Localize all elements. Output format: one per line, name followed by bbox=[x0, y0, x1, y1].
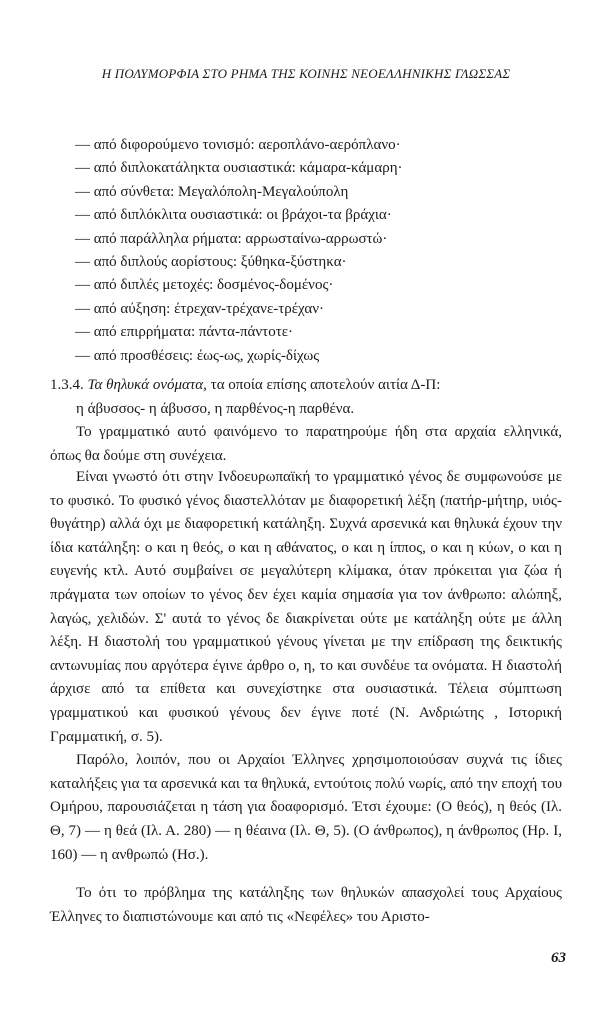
paragraph: Είναι γνωστό ότι στην Ινδοευρωπαϊκή το γραμματικό γένος δε συμφωνούσε με το φυσικό. Το φυσικό γένος διαστελλόταν με διαφορετική λέξη (πατήρ-μήτηρ, υιός-θυγάτηρ) αλλά όχι με διαφορετική κατάληξη. Συχνά αρσενικά και θηλυκά έχουν την ίδια κατάληξη: ο και η θεός, ο και η αθάνατος, ο και η ίππος, ο και η κύων, ο και η ευγενής κτλ. Αυτό συμβαίνει σε μεγαλύτερη κλίμακα, όταν πρόκειται για ζώα ή πράγματα των οποίων το γένος δεν έχει καμία σημασία για τον άνθρωπο: αλώπηξ, λαγώς, χελιδών. Σ' αυτά το γένος δε διακρίνεται ούτε με κατάληξη ούτε με άλλη λέξη. Η διαστολή του γραμματικού γένους γίνεται με την επίδραση της δεικτικής αντωνυμίας που αργότερα έγινε άρθρο ο, η, το και συνδέυε τα ονόματα. Η διαστολή άρχισε από τα επίθετα και συνεχίστηκε στα ουσιαστικά. Τέλεια σύμπτωση γραμματικού και φυσικού γένους δεν έγινε ποτέ (Ν. Ανδριώτης , Ιστορική Γραμματική, σ. 5). bbox=[50, 469, 562, 745]
paragraph: Παρόλο, λοιπόν, που οι Αρχαίοι Έλληνες χρησιμοποιούσαν συχνά τις ίδιες καταλήξεις για τα αρσενικά και τα θηλυκά, εντούτοις πολύ νωρίς, από την εποχή του Ομήρου, παρουσιάζεται η τάση για δοαφορισμό. Έτσι έχουμε: (Ο θεός), η θεός (Ιλ. Θ, 7) — η θεά (Ιλ. Α. 280) — η θέαινα (Ιλ. Θ, 5). (Ο άνθρωπος), η άνθρωπος (Ηρ. Ι, 160) — η ανθρωπώ (Ησ.). bbox=[50, 752, 562, 863]
list-item: — από παράλληλα ρήματα: αρρωσταίνω-αρρωστώ· bbox=[75, 230, 388, 247]
list-item: — από επιρρήματα: πάντα-πάντοτε· bbox=[75, 324, 294, 341]
body-block bbox=[50, 466, 562, 867]
examples-list bbox=[75, 134, 575, 368]
page-number: 63 bbox=[551, 950, 566, 966]
section-examples: η άβυσσος- η άβυσσο, η παρθένος-η παρθένα. bbox=[76, 400, 355, 417]
section-title-rest: τα οποία επίσης αποτελούν αιτία Δ-Π: bbox=[206, 377, 441, 393]
list-item: — από διπλές μετοχές: δοσμένος-δομένος· bbox=[75, 277, 334, 294]
list-item: — από διπλούς αορίστους: ξύθηκα-ξύστηκα· bbox=[75, 254, 347, 271]
section-1-3-4 bbox=[50, 374, 562, 468]
list-item: — από αύξηση: έτρεχαν-τρέχανε-τρέχαν· bbox=[75, 300, 325, 317]
section-note: Το γραμματικό αυτό φαινόμενο το παρατηρούμε ήδη στα αρχαία ελληνικά, όπως θα δούμε στη συνέχεια. bbox=[50, 424, 562, 464]
list-item: — από διπλόκλιτα ουσιαστικά: οι βράχοι-τα βράχια· bbox=[75, 207, 392, 224]
section-heading bbox=[50, 374, 562, 398]
running-head: Η ΠΟΛΥΜΟΡΦΙΑ ΣΤΟ ΡΗΜΑ ΤΗΣ ΚΟΙΝΗΣ ΝΕΟΕΛΛΗΝΙΚΗΣ ΓΛΩΣΣΑΣ bbox=[101, 66, 511, 81]
list-item: — από σύνθετα: Μεγαλόπολη-Μεγαλούπολη bbox=[75, 183, 349, 200]
section-title-italic: Τα θηλυκά ονόματα, bbox=[87, 377, 207, 393]
body-block-last bbox=[50, 882, 562, 929]
section-number: 1.3.4. bbox=[50, 377, 84, 393]
paragraph: Το ότι το πρόβλημα της κατάληξης των θηλυκών απασχολεί τους Αρχαίους Έλληνες το διαπιστώνουμε και από τις «Νεφέλες» του Αριστο- bbox=[50, 885, 562, 925]
list-item: — από διπλοκατάληκτα ουσιαστικά: κάμαρα-κάμαρη· bbox=[75, 160, 403, 177]
list-item: — από διφορούμενο τονισμό: αεροπλάνο-αερόπλανο· bbox=[75, 137, 401, 153]
list-item: — από προσθέσεις: έως-ως, χωρίς-δίχως bbox=[75, 347, 320, 364]
